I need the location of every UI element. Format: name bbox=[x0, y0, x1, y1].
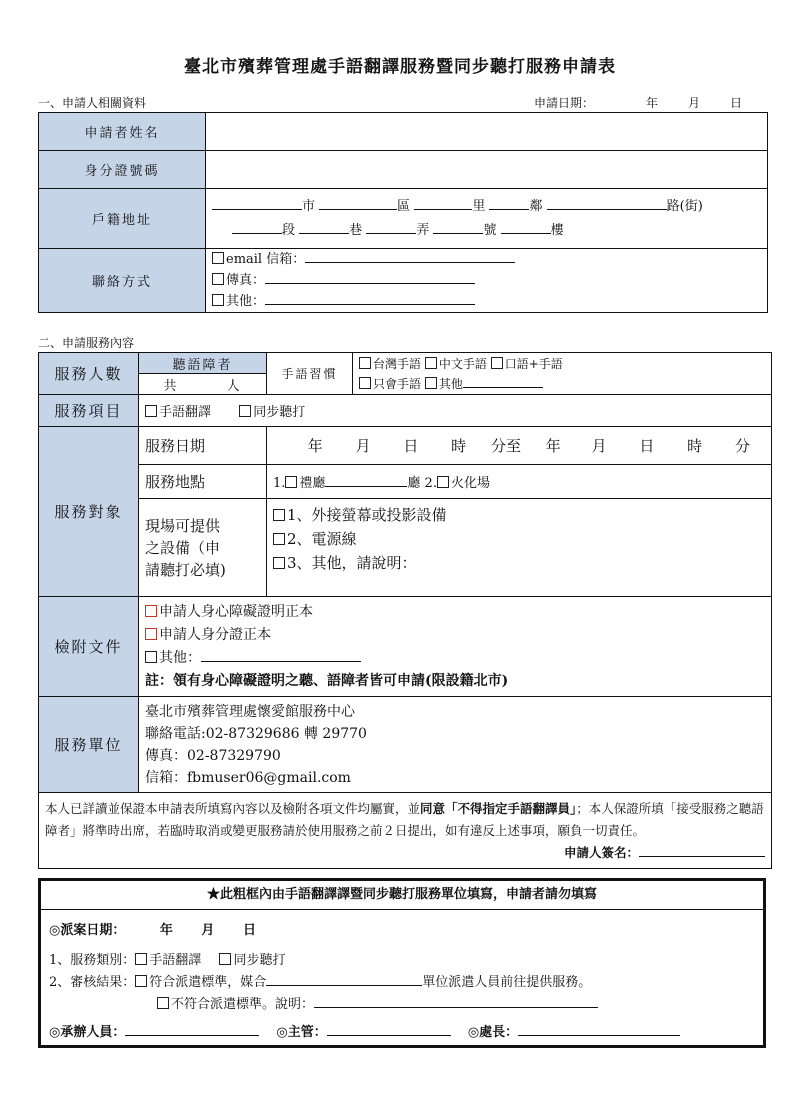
review-ok-a: 符合派遣標準，媒合 bbox=[149, 975, 267, 990]
section1-heading: 一、申請人相關資料 bbox=[38, 96, 147, 110]
other-contact-input[interactable] bbox=[265, 291, 475, 305]
unit-fax: 傳真：02-87329790 bbox=[145, 747, 281, 764]
equip-other-label: 3、其他，請說明： bbox=[287, 554, 417, 572]
other-contact-checkbox[interactable] bbox=[212, 294, 224, 306]
equip-label-line2: 之設備（申 bbox=[145, 538, 221, 557]
habit-other-checkbox[interactable] bbox=[425, 377, 437, 389]
equip-screen-label: 1、外接螢幕或投影設備 bbox=[287, 506, 447, 524]
review-no-row bbox=[157, 993, 598, 1012]
attach-options bbox=[139, 597, 772, 697]
place-crem-checkbox[interactable] bbox=[437, 476, 449, 488]
review-unit-input[interactable] bbox=[266, 972, 422, 986]
category-label: 1、服務類別： bbox=[49, 953, 136, 968]
section2-heading: 二、申請服務內容 bbox=[38, 336, 135, 350]
addr-section: 段 bbox=[282, 222, 296, 238]
habit-oral-checkbox[interactable] bbox=[491, 357, 503, 369]
addr-number: 號 bbox=[483, 222, 497, 238]
admin-header: ★此粗框內由手語翻譯譯暨同步聽打服務單位填寫，申請者請勿填寫 bbox=[41, 881, 763, 910]
dispatch-label: ◎派案日期： bbox=[49, 923, 126, 938]
date-minute-to: 分至 bbox=[490, 437, 521, 455]
hearing-label: 聽語障者 bbox=[139, 353, 267, 374]
habit-other-input[interactable] bbox=[463, 374, 543, 388]
habit-cn-checkbox[interactable] bbox=[425, 357, 437, 369]
attach-other-checkbox[interactable] bbox=[145, 651, 157, 663]
place-crem-label: 火化場 bbox=[450, 476, 490, 491]
supervisor-input[interactable] bbox=[327, 1022, 451, 1036]
director-input[interactable] bbox=[518, 1022, 680, 1036]
review-ok-b: 單位派遣人員前往提供服務。 bbox=[422, 975, 592, 990]
date-end-day: 日 bbox=[639, 437, 655, 455]
equip-screen-checkbox[interactable] bbox=[273, 509, 285, 521]
place-hall-checkbox[interactable] bbox=[285, 476, 297, 488]
habit-other-label: 其他 bbox=[438, 376, 463, 391]
signoff-row bbox=[49, 1021, 680, 1040]
place-prefix: 1. bbox=[273, 476, 286, 491]
category-sign-label: 手語翻譯 bbox=[149, 953, 202, 968]
fax-checkbox[interactable] bbox=[212, 273, 224, 285]
category-sign-checkbox[interactable] bbox=[135, 953, 147, 965]
dispatch-day: 日 bbox=[242, 923, 256, 938]
place-hall-input[interactable] bbox=[325, 473, 407, 487]
addr-city: 市 bbox=[302, 198, 316, 214]
attach-label: 檢附文件 bbox=[39, 597, 139, 697]
attach-other-input[interactable] bbox=[201, 648, 361, 662]
fax-input[interactable] bbox=[265, 270, 475, 284]
attach-disability-label: 申請人身心障礙證明正本 bbox=[159, 603, 313, 620]
habit-tw-checkbox[interactable] bbox=[359, 357, 371, 369]
addr-road: 路(街) bbox=[666, 198, 703, 214]
date-end-hour: 時 bbox=[687, 437, 703, 455]
habit-options bbox=[353, 353, 772, 395]
id-label: 身分證號碼 bbox=[39, 151, 206, 189]
date-day: 日 bbox=[403, 437, 419, 455]
review-ok-row bbox=[49, 971, 591, 990]
declaration-cell bbox=[39, 793, 772, 869]
unit-email: 信箱：fbmuser06@gmail.com bbox=[145, 769, 351, 786]
addr-lane: 巷 bbox=[349, 222, 363, 238]
date-end-year: 年 bbox=[545, 437, 561, 455]
equip-other-checkbox[interactable] bbox=[273, 557, 285, 569]
admin-box bbox=[38, 878, 766, 1048]
item-sign-label: 手語翻譯 bbox=[159, 405, 212, 420]
service-table bbox=[38, 352, 772, 869]
email-input[interactable] bbox=[305, 249, 515, 263]
addr-village: 里 bbox=[472, 198, 486, 214]
applicant-table bbox=[38, 112, 768, 313]
date-year: 年 bbox=[307, 437, 323, 455]
contact-field bbox=[206, 249, 768, 313]
equip-label-line1: 現場可提供 bbox=[145, 516, 221, 535]
sign-label: 申請人簽名： bbox=[563, 844, 639, 860]
total-people-field[interactable] bbox=[139, 374, 267, 395]
sign-input[interactable] bbox=[639, 843, 765, 857]
review-ok-checkbox[interactable] bbox=[135, 975, 147, 987]
apply-date-month: 月 bbox=[688, 96, 701, 110]
habit-oral-label: 口語+手語 bbox=[504, 356, 563, 371]
unit-info bbox=[139, 697, 772, 793]
item-caption-label: 同步聽打 bbox=[253, 405, 306, 420]
item-caption-checkbox[interactable] bbox=[239, 405, 251, 417]
supervisor-label: ◎主管： bbox=[276, 1025, 327, 1040]
place-field bbox=[267, 465, 772, 499]
date-month: 月 bbox=[355, 437, 371, 455]
handler-label: ◎承辦人員： bbox=[49, 1025, 126, 1040]
unit-phone: 聯絡電話:02-87329686 轉 29770 bbox=[145, 725, 367, 742]
apply-date-day: 日 bbox=[730, 96, 743, 110]
attach-other-label: 其他： bbox=[159, 649, 201, 666]
name-field[interactable] bbox=[206, 113, 768, 151]
other-contact-label: 其他： bbox=[226, 294, 266, 309]
form-title: 臺北市殯葬管理處手語翻譯服務暨同步聽打服務申請表 bbox=[184, 57, 616, 77]
attach-note: 註：領有身心障礙證明之聽、語障者皆可申請(限設籍北市) bbox=[145, 672, 509, 689]
declaration-text-b: 同意「不得指定手語翻譯員」 bbox=[420, 800, 577, 816]
review-no-input[interactable] bbox=[314, 994, 598, 1008]
fax-label: 傳真： bbox=[226, 273, 266, 288]
total-suffix: 人 bbox=[226, 378, 242, 394]
dispatch-row bbox=[49, 919, 256, 938]
handler-input[interactable] bbox=[125, 1022, 259, 1036]
apply-date-year: 年 bbox=[646, 96, 659, 110]
total-prefix: 共 bbox=[163, 378, 179, 394]
items-options bbox=[139, 395, 772, 427]
address-field[interactable] bbox=[206, 189, 768, 249]
unit-label: 服務單位 bbox=[39, 697, 139, 793]
equip-power-checkbox[interactable] bbox=[273, 533, 285, 545]
addr-alley: 弄 bbox=[416, 222, 430, 238]
place-hall2-label: 廳 2. bbox=[407, 476, 437, 491]
address-label: 戶籍地址 bbox=[39, 189, 206, 249]
dispatch-year: 年 bbox=[159, 923, 173, 938]
addr-neighbor: 鄰 bbox=[529, 198, 543, 214]
addr-floor: 樓 bbox=[550, 222, 564, 238]
habit-cn-label: 中文手語 bbox=[438, 356, 487, 371]
attach-id-label: 申請人身分證正本 bbox=[159, 626, 271, 643]
declaration-text-c: ；本人保證所填「接受服務之聽語障者」將準時出席，若臨時取消或變更服務請於使用服務之前２日提出，如有違反上述事項，願負一切責任。 bbox=[45, 800, 764, 838]
addr-district: 區 bbox=[397, 198, 411, 214]
email-checkbox[interactable] bbox=[212, 252, 224, 264]
people-label: 服務人數 bbox=[39, 353, 139, 395]
date-end-minute: 分 bbox=[734, 437, 750, 455]
review-label: 2、審核結果： bbox=[49, 975, 136, 990]
item-sign-checkbox[interactable] bbox=[145, 405, 157, 417]
category-caption-checkbox[interactable] bbox=[219, 953, 231, 965]
date-label: 服務日期 bbox=[139, 427, 267, 465]
apply-date-label: 申請日期： bbox=[534, 96, 595, 110]
unit-name: 臺北市殯葬管理處懷愛館服務中心 bbox=[145, 703, 355, 720]
target-label: 服務對象 bbox=[39, 427, 139, 597]
place-label: 服務地點 bbox=[139, 465, 267, 499]
habit-only-label: 只會手語 bbox=[373, 376, 422, 391]
category-caption-label: 同步聽打 bbox=[233, 953, 286, 968]
date-field[interactable] bbox=[267, 427, 772, 465]
attach-id-checkbox[interactable] bbox=[145, 628, 157, 640]
contact-label: 聯絡方式 bbox=[39, 249, 206, 313]
name-label: 申請者姓名 bbox=[39, 113, 206, 151]
review-no-label: 不符合派遣標準。說明： bbox=[171, 997, 315, 1012]
email-label: email 信箱： bbox=[226, 252, 306, 267]
items-label: 服務項目 bbox=[39, 395, 139, 427]
category-row bbox=[49, 949, 285, 968]
declaration-text-a: 本人已詳讀並保證本申請表所填寫內容以及檢附各項文件均屬實，並 bbox=[45, 800, 421, 816]
date-hour: 時 bbox=[451, 437, 467, 455]
attach-disability-checkbox[interactable] bbox=[145, 605, 157, 617]
habit-label: 手語習慣 bbox=[267, 353, 353, 395]
equip-label bbox=[139, 499, 267, 597]
review-no-checkbox[interactable] bbox=[157, 997, 169, 1009]
director-label: ◎處長： bbox=[467, 1025, 519, 1040]
dispatch-month: 月 bbox=[201, 923, 215, 938]
equip-options bbox=[267, 499, 772, 597]
id-field[interactable] bbox=[206, 151, 768, 189]
date-end-month: 月 bbox=[591, 437, 607, 455]
place-hall-label: 禮廳 bbox=[299, 476, 326, 491]
habit-only-checkbox[interactable] bbox=[359, 377, 371, 389]
equip-power-label: 2、電源線 bbox=[287, 530, 357, 548]
habit-tw-label: 台灣手語 bbox=[373, 356, 422, 371]
equip-label-line3: 請聽打必填) bbox=[145, 560, 226, 579]
